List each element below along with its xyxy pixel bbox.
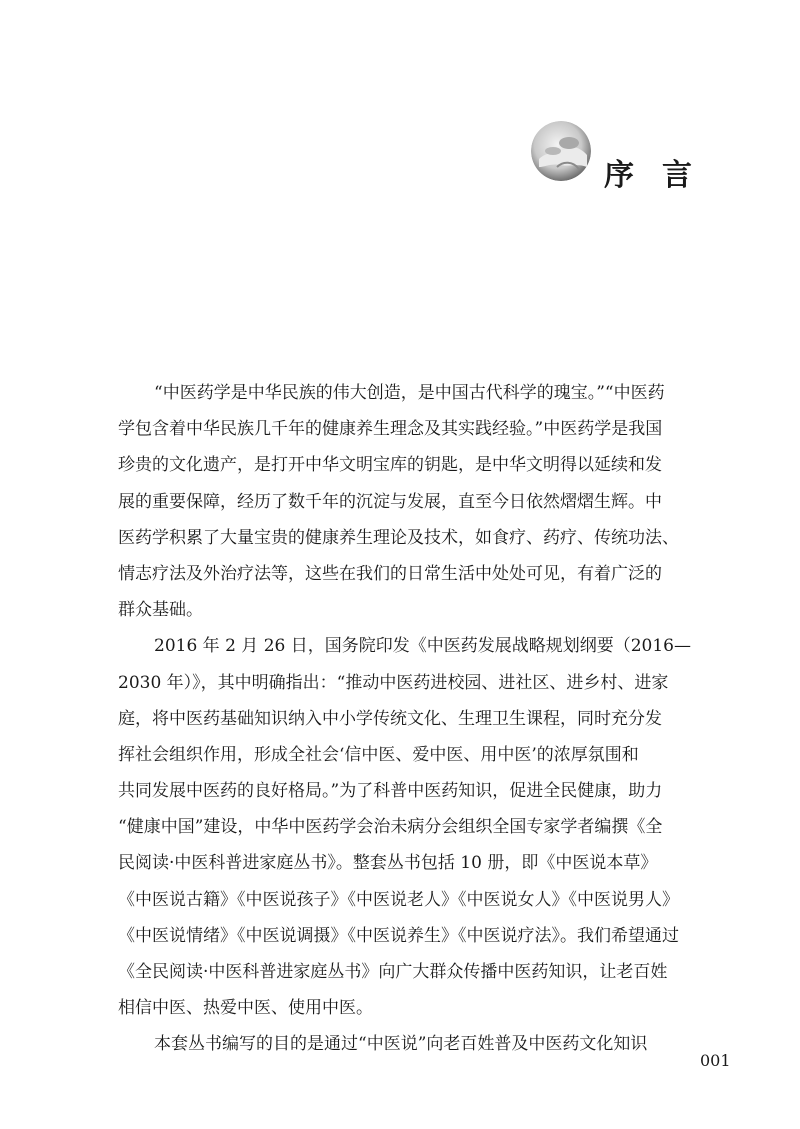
text-line: 展的重要保障，经历了数千年的沉淀与发展，直至今日依然熠熠生辉。中 xyxy=(118,491,662,512)
page-number: 001 xyxy=(700,1051,731,1070)
text-line: 民阅读·中医科普进家庭丛书》。整套丛书包括 10 册，即《中医说本草》 xyxy=(118,853,658,874)
text-line: 学包含着中华民族几千年的健康养生理念及其实践经验。”中医药学是我国 xyxy=(118,419,663,440)
text-line: 挥社会组织作用，形成全社会‘信中医、爱中医、用中医’的浓厚氛围和 xyxy=(118,744,639,765)
text-line: 《全民阅读·中医科普进家庭丛书》向广大群众传播中医药知识，让老百姓 xyxy=(118,962,668,982)
text-line: 《中医说情绪》《中医说调摄》《中医说养生》《中医说疗法》。我们希望通过 xyxy=(118,925,679,946)
text-line: “中医药学是中华民族的伟大创造，是中国古代科学的瑰宝。”“中医药 xyxy=(154,383,665,403)
text-line: 相信中医、热爱中医、使用中医。 xyxy=(118,998,373,1019)
text-line: “健康中国”建设，中华中医药学会治未病分会组织全国专家学者编撰《全 xyxy=(118,817,663,838)
text-line: 珍贵的文化遗产，是打开中华文明宝库的钥匙，是中华文明得以延续和发 xyxy=(118,455,662,476)
page-title: 序言 xyxy=(604,158,720,193)
text-line: 2016 年 2 月 26 日，国务院印发《中医药发展战略规划纲要（2016— xyxy=(154,636,691,657)
text-line: 情志疗法及外治疗法等，这些在我们的日常生活中处处可见，有着广泛的 xyxy=(118,563,662,584)
text-line: 共同发展中医药的良好格局。”为了科普中医药知识，促进全民健康，助力 xyxy=(118,781,663,802)
text-line: 2030 年）》，其中明确指出：“推动中医药进校园、进社区、进乡村、进家 xyxy=(118,672,669,693)
text-line: 庭，将中医药基础知识纳入中小学传统文化、生理卫生课程，同时充分发 xyxy=(118,708,662,729)
text-line: 群众基础。 xyxy=(118,600,203,621)
preface-text xyxy=(118,375,690,1063)
text-line: 《中医说古籍》《中医说孩子》《中医说老人》《中医说女人》《中医说男人》 xyxy=(118,889,679,910)
text-line: 本套丛书编写的目的是通过“中医说”向老百姓普及中医药文化知识 xyxy=(154,1034,648,1055)
text-line: 医药学积累了大量宝贵的健康养生理论及技术，如食疗、药疗、传统功法、 xyxy=(118,527,679,548)
chapter-emblem-image xyxy=(531,121,591,181)
